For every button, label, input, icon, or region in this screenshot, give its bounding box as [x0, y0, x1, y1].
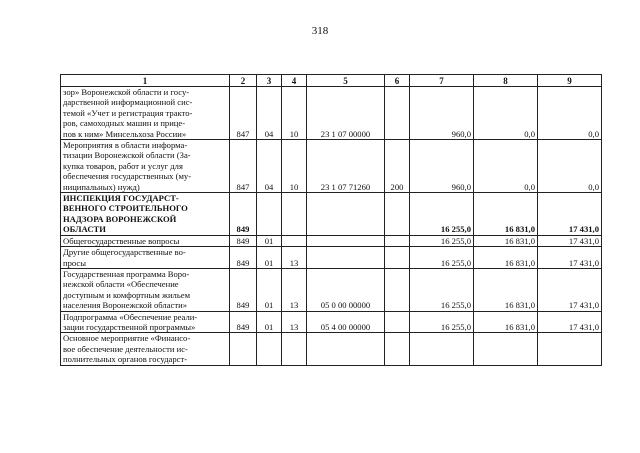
subsection-2-code: 10 — [282, 140, 307, 193]
expense-type-code — [385, 311, 410, 333]
column-header: 5 — [307, 75, 385, 87]
row-name-line: купка товаров, работ и услуг для — [63, 160, 183, 171]
amount-2021: 17 431,0 — [538, 235, 602, 246]
section-code — [230, 333, 257, 365]
row-name — [61, 247, 230, 269]
amount-2020: 16 831,0 — [474, 193, 538, 236]
row-name-line: темой «Учет и регистрация тракто- — [63, 107, 193, 118]
subsection-2-code: 13 — [282, 311, 307, 333]
row-name-line: обеспечения государственных (му- — [63, 171, 192, 182]
amount-2020: 16 831,0 — [474, 247, 538, 269]
row-name — [61, 333, 230, 365]
row-name — [61, 311, 230, 333]
table-body — [61, 87, 602, 366]
row-name-line: Другие общегосударственные во- — [63, 247, 186, 258]
subsection-2-code: 13 — [282, 268, 307, 311]
row-name-line: ИНСПЕКЦИЯ ГОСУДАРСТ- — [63, 193, 179, 204]
target-article-code — [307, 333, 385, 365]
row-name — [61, 87, 230, 140]
column-header: 3 — [257, 75, 282, 87]
subsection-2-code: 13 — [282, 247, 307, 269]
amount-2019: 16 255,0 — [410, 268, 474, 311]
table-row — [61, 87, 602, 140]
budget-table — [60, 74, 602, 366]
column-header: 7 — [410, 75, 474, 87]
column-header: 8 — [474, 75, 538, 87]
expense-type-code: 200 — [385, 140, 410, 193]
row-name-line: Мероприятия в области информа- — [63, 140, 188, 151]
column-header: 1 — [61, 75, 230, 87]
row-name-line: ВЕННОГО СТРОИТЕЛЬНОГО — [63, 203, 188, 214]
target-article-code — [307, 193, 385, 236]
amount-2019 — [410, 333, 474, 365]
amount-2020: 16 831,0 — [474, 235, 538, 246]
table-row — [61, 268, 602, 311]
row-name-line: ОБЛАСТИ — [63, 224, 106, 235]
row-name-line: дарственной информационной сис- — [63, 97, 193, 108]
amount-2020 — [474, 333, 538, 365]
row-name-line: просы — [63, 257, 86, 268]
amount-2019: 16 255,0 — [410, 311, 474, 333]
table-row — [61, 140, 602, 193]
subsection-code: 01 — [257, 235, 282, 246]
expense-type-code — [385, 235, 410, 246]
amount-2019: 16 255,0 — [410, 247, 474, 269]
target-article-code — [307, 235, 385, 246]
target-article-code: 23 1 07 71260 — [307, 140, 385, 193]
expense-type-code — [385, 268, 410, 311]
section-code: 849 — [230, 247, 257, 269]
row-name-line: НАДЗОРА ВОРОНЕЖСКОЙ — [63, 213, 177, 224]
row-name-line: пов к ним» Минсельхоза России» — [63, 128, 187, 139]
target-article-code: 05 0 00 00000 — [307, 268, 385, 311]
subsection-code — [257, 333, 282, 365]
subsection-code: 01 — [257, 247, 282, 269]
section-code: 849 — [230, 235, 257, 246]
row-name — [61, 235, 230, 246]
row-name-line: Основное мероприятие «Финансо- — [63, 333, 191, 344]
row-name — [61, 268, 230, 311]
section-code: 849 — [230, 193, 257, 236]
table-row — [61, 247, 602, 269]
row-name-line: Подпрограмма «Обеспечение реали- — [63, 311, 198, 322]
section-code: 849 — [230, 268, 257, 311]
amount-2019: 16 255,0 — [410, 235, 474, 246]
column-header: 6 — [385, 75, 410, 87]
subsection-code: 04 — [257, 140, 282, 193]
amount-2019: 960,0 — [410, 140, 474, 193]
row-name-line: нежской области «Обеспечение — [63, 279, 179, 290]
target-article-code: 23 1 07 00000 — [307, 87, 385, 140]
expense-type-code — [385, 333, 410, 365]
amount-2021: 17 431,0 — [538, 268, 602, 311]
row-name-line: тизации Воронежской области (За- — [63, 150, 191, 161]
page-number: 318 — [311, 25, 329, 37]
amount-2019: 16 255,0 — [410, 193, 474, 236]
row-name-line: ров, самоходных машин и прице- — [63, 118, 186, 129]
column-header: 4 — [282, 75, 307, 87]
amount-2020: 0,0 — [474, 87, 538, 140]
expense-type-code — [385, 87, 410, 140]
amount-2021: 17 431,0 — [538, 193, 602, 236]
amount-2021: 17 431,0 — [538, 247, 602, 269]
table-row — [61, 235, 602, 246]
amount-2021: 0,0 — [538, 87, 602, 140]
section-code: 849 — [230, 311, 257, 333]
section-code: 847 — [230, 87, 257, 140]
subsection-2-code — [282, 193, 307, 236]
amount-2021: 17 431,0 — [538, 311, 602, 333]
row-name-line: Общегосударственные вопросы — [63, 235, 180, 246]
subsection-2-code — [282, 333, 307, 365]
amount-2019: 960,0 — [410, 87, 474, 140]
row-name-line: ниципальных) нужд) — [63, 181, 140, 192]
column-header: 2 — [230, 75, 257, 87]
row-name-line: полнительных органов государст- — [63, 354, 188, 365]
row-name — [61, 140, 230, 193]
amount-2020: 0,0 — [474, 140, 538, 193]
subsection-2-code: 10 — [282, 87, 307, 140]
table-row — [61, 333, 602, 365]
row-name-line: зор» Воронежской области и госу- — [63, 87, 190, 97]
subsection-code: 04 — [257, 87, 282, 140]
table-row — [61, 311, 602, 333]
header-row — [61, 75, 602, 87]
row-name-line: вое обеспечение деятельности ис- — [63, 343, 188, 354]
amount-2021: 0,0 — [538, 140, 602, 193]
row-name-line: доступным и комфортным жильем — [63, 289, 191, 300]
target-article-code — [307, 247, 385, 269]
target-article-code: 05 4 00 00000 — [307, 311, 385, 333]
column-header: 9 — [538, 75, 602, 87]
amount-2020: 16 831,0 — [474, 268, 538, 311]
expense-type-code — [385, 193, 410, 236]
subsection-code — [257, 193, 282, 236]
table-row — [61, 193, 602, 236]
row-name-line: населения Воронежской области» — [63, 300, 187, 311]
row-name — [61, 193, 230, 236]
amount-2021 — [538, 333, 602, 365]
expense-type-code — [385, 247, 410, 269]
subsection-code: 01 — [257, 311, 282, 333]
row-name-line: зации государственной программы» — [63, 321, 196, 332]
amount-2020: 16 831,0 — [474, 311, 538, 333]
row-name-line: Государственная программа Воро- — [63, 268, 190, 279]
subsection-code: 01 — [257, 268, 282, 311]
subsection-2-code — [282, 235, 307, 246]
section-code: 847 — [230, 140, 257, 193]
